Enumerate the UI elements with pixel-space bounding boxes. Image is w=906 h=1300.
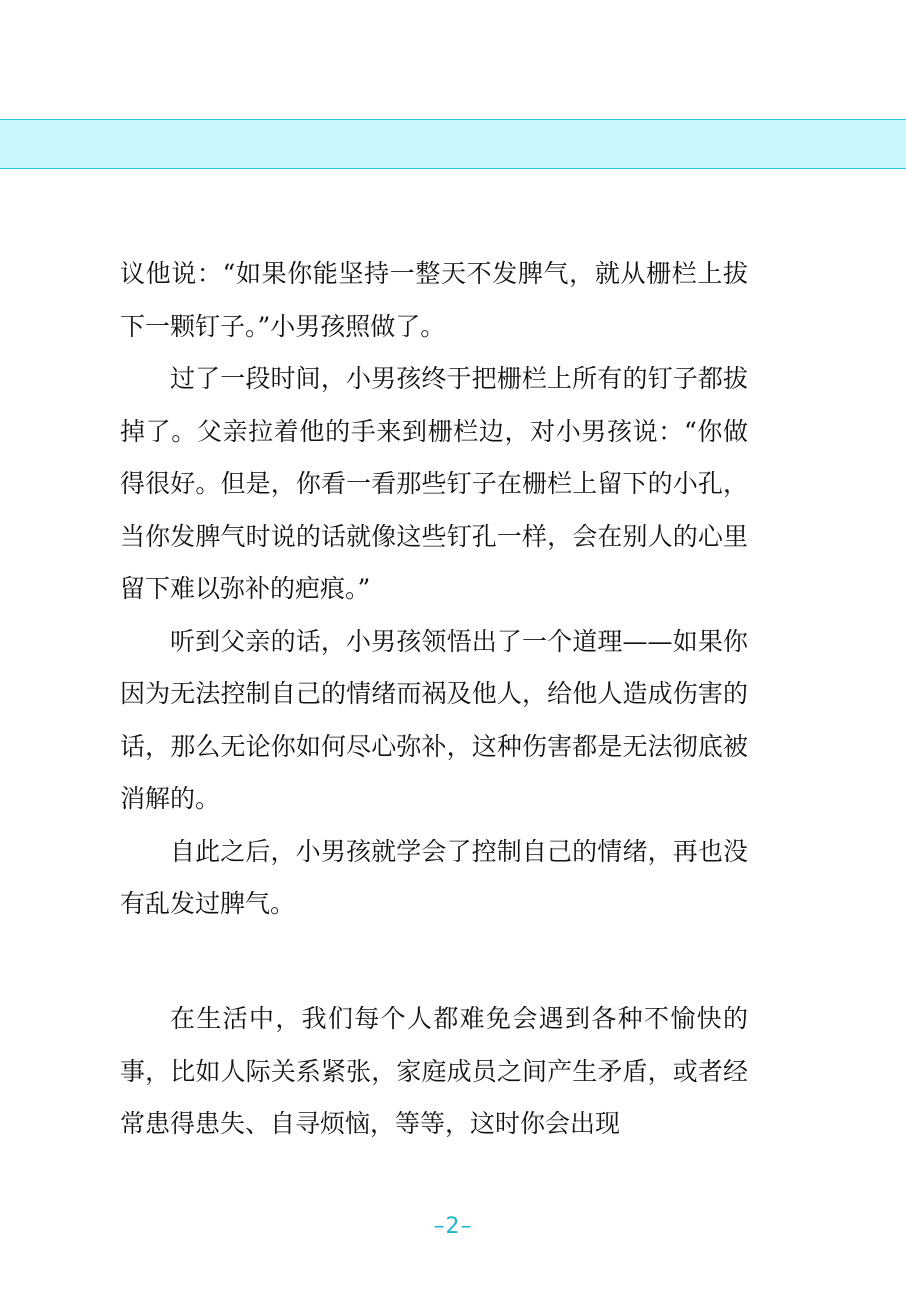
story-paragraph-2: 过了一段时间，小男孩终于把栅栏上所有的钉子都拔掉了。父亲拉着他的手来到栅栏边，对小男孩说：“你做得很好。但是，你看一看那些钉子在栅栏上留下的小孔，当你发脾气时说的话就像这些钉孔一样，会在别人的心里留下难以弥补的疤痕。” [120, 364, 748, 603]
story-paragraph-1: 议他说：“如果你能坚持一整天不发脾气，就从栅栏上拔下一颗钉子。”小男孩照做了。 [120, 259, 748, 341]
story-paragraph-3: 听到父亲的话，小男孩领悟出了一个道理——如果你因为无法控制自己的情绪而祸及他人，给他人造成伤害的话，那么无论你如何尽心弥补，这种伤害都是无法彻底被消解的。 [120, 626, 748, 813]
commentary-paragraph: 在生活中，我们每个人都难免会遇到各种不愉快的事，比如人际关系紧张，家庭成员之间产生矛盾，或者经常患得患失、自寻烦恼，等等，这时你会出现 [120, 1004, 748, 1138]
commentary-text [120, 993, 748, 1151]
story-text [120, 248, 748, 931]
story-paragraph-4: 自此之后，小男孩就学会了控制自己的情绪，再也没有乱发过脾气。 [120, 836, 748, 918]
page-number: –2– [433, 1214, 473, 1239]
header-band [0, 119, 906, 169]
